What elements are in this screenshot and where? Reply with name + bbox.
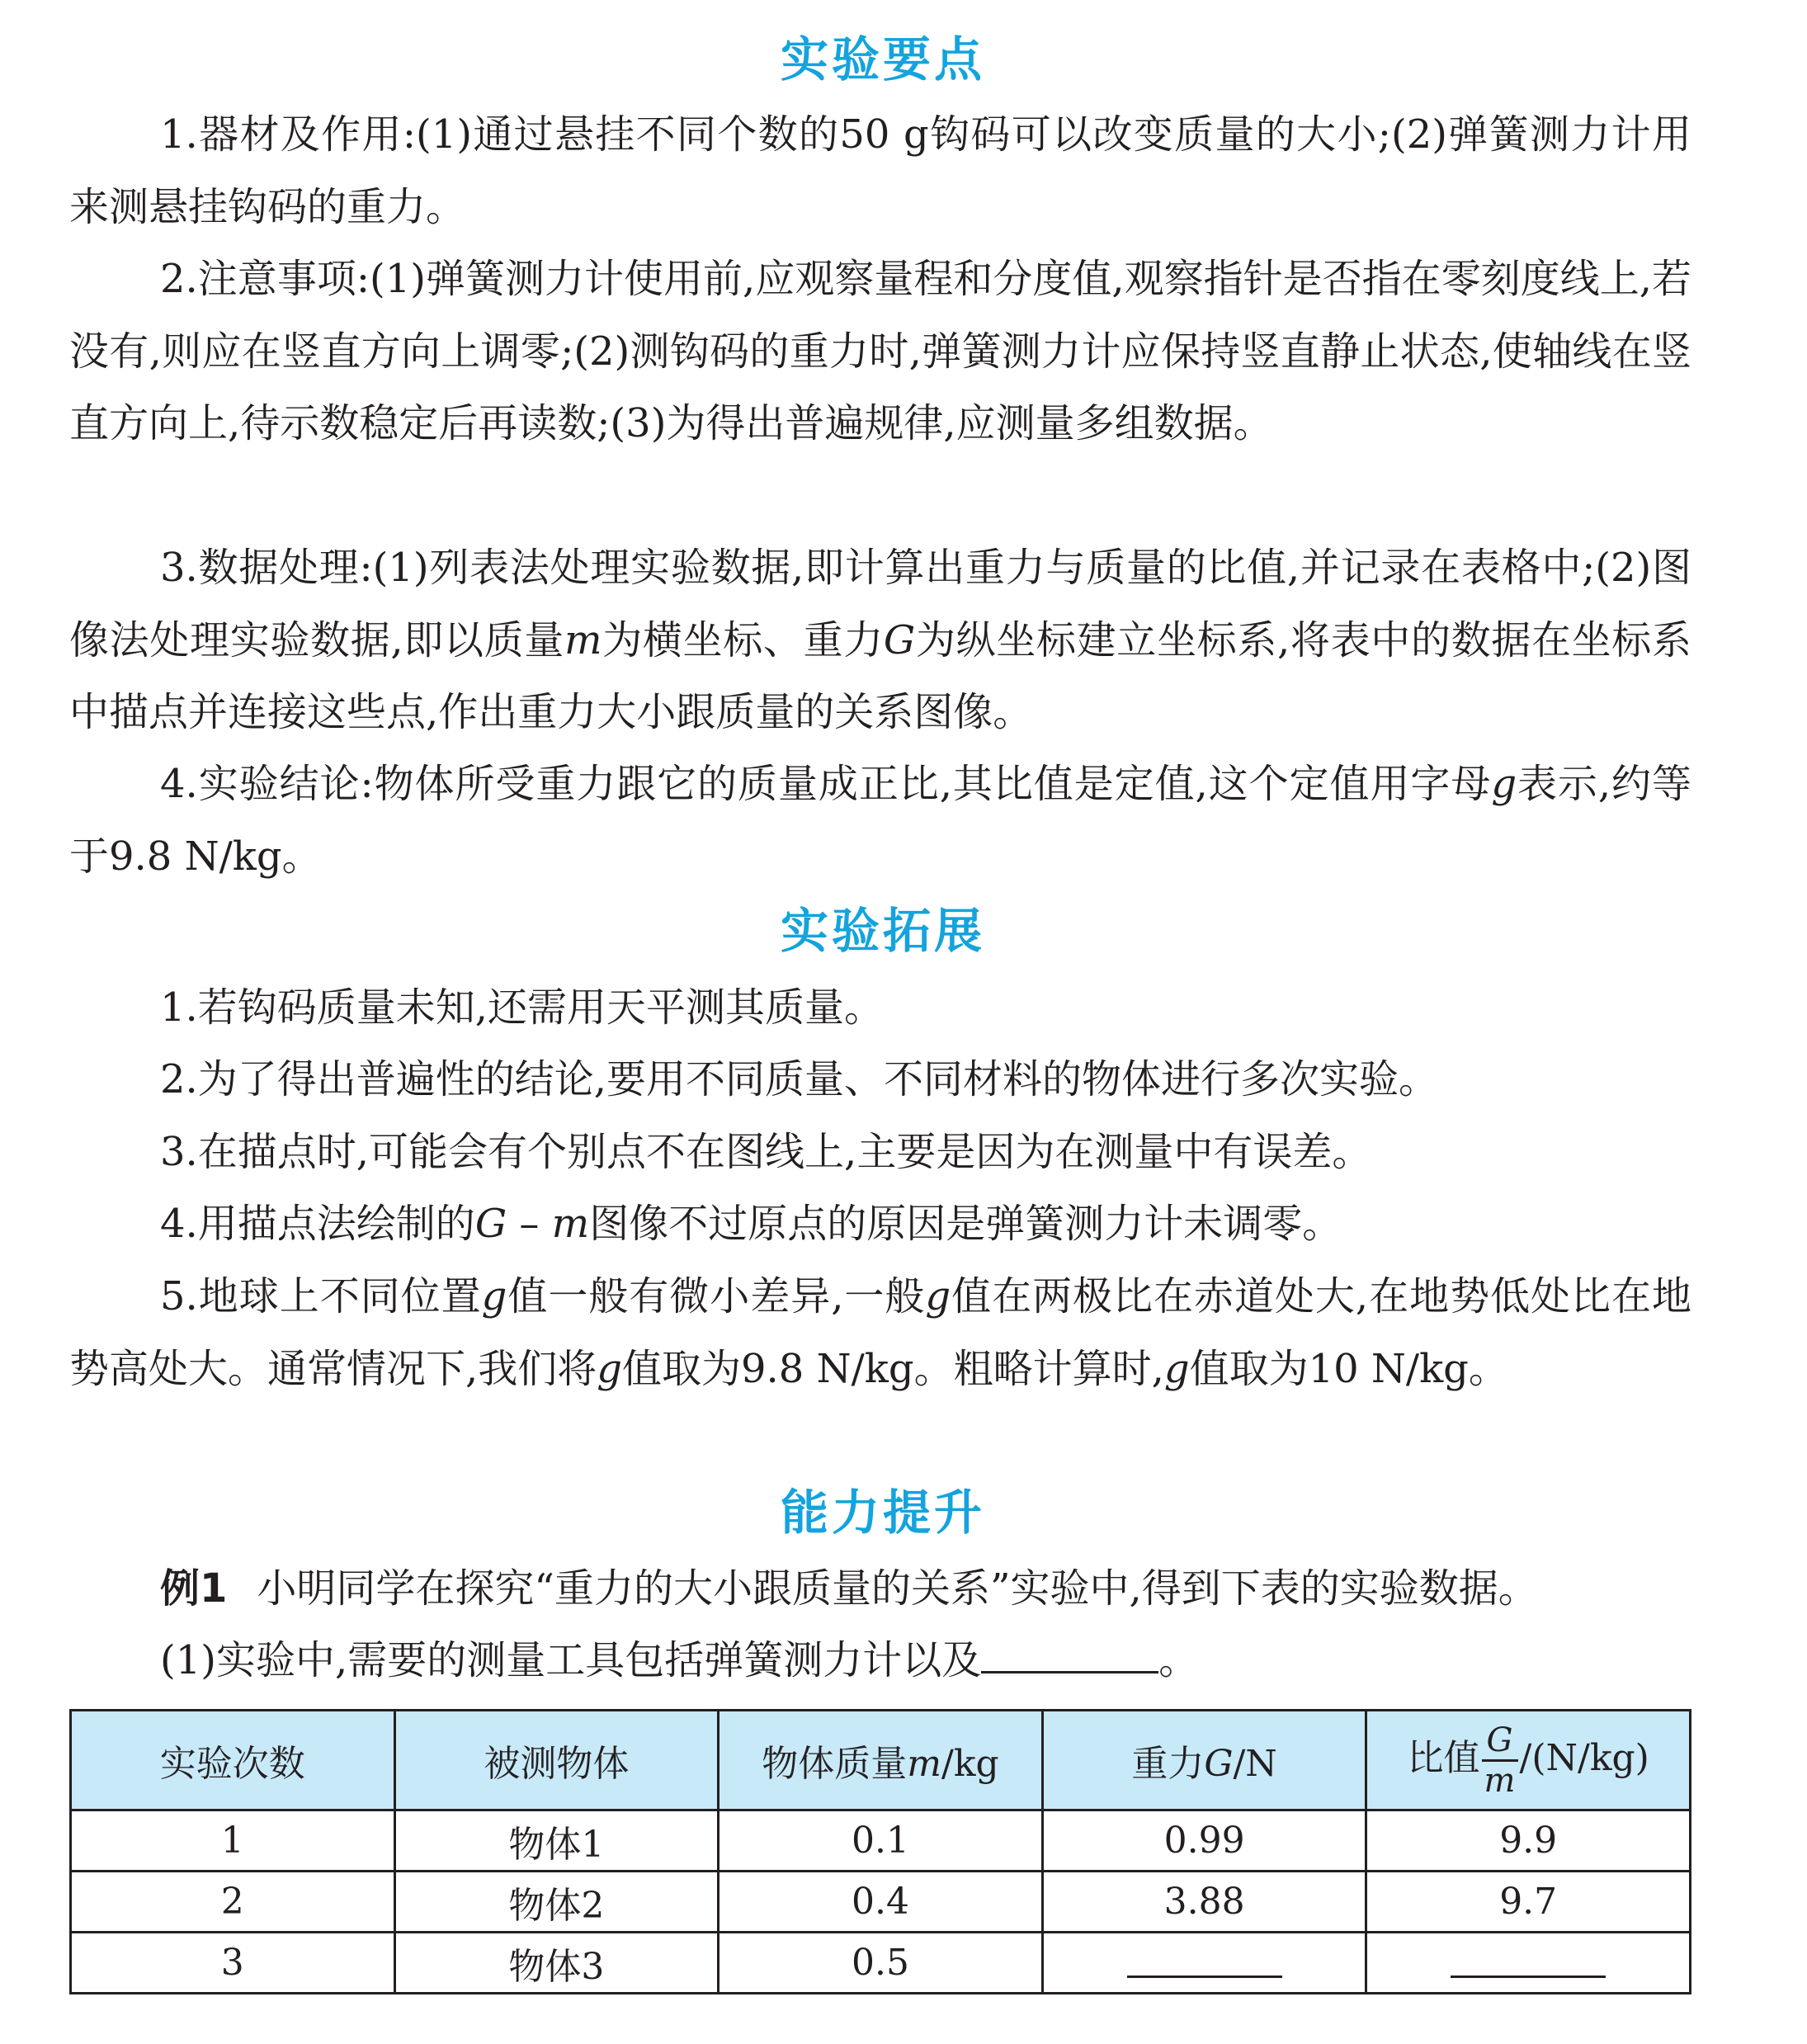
cell-ratio: 9.7 <box>1366 1872 1691 1933</box>
header-ratio: 比值 $\frac{G}{m}$ /(N/kg) <box>1366 1711 1691 1810</box>
cell-trial: 2 <box>71 1872 395 1933</box>
table-header-row <box>71 1711 1691 1810</box>
cell-object: 物体3 <box>394 1933 719 1994</box>
cell-object: 物体1 <box>394 1810 719 1872</box>
key-point-2: 2.注意事项:(1)弹簧测力计使用前,应观察量程和分度值,观察指针是否指在零刻度线上,若没有,则应在竖直方向上调零;(2)测钩码的重力时,弹簧测力计应保持竖直静止状态,使轴线在竖直方向上,待示数稳定后再读数;(3)为得出普遍规律,应测量多组数据。 <box>69 256 1691 446</box>
answer-blank-1[interactable] <box>981 1633 1158 1673</box>
extension-5: 5.地球上不同位置g值一般有微小差异,一般g值在两极比在赤道处大,在地势低处比在地势高处大。通常情况下,我们将g值取为9.8 N/kg。粗略计算时,g值取为10 N/kg。 <box>69 1273 1691 1392</box>
extension-1: 1.若钩码质量未知,还需用天平测其质量。 <box>160 984 885 1031</box>
cell-mass: 0.5 <box>719 1933 1043 1994</box>
section-title-extension: 实验拓展 <box>780 903 985 959</box>
cell-gravity-blank[interactable] <box>1042 1933 1366 1994</box>
cell-trial: 3 <box>71 1933 395 1994</box>
example-1: 例1 小明同学在探究“重力的大小跟质量的关系”实验中,得到下表的实验数据。 <box>160 1565 1538 1612</box>
extension-3: 3.在描点时,可能会有个别点不在图线上,主要是因为在测量中有误差。 <box>160 1129 1372 1175</box>
extension-2: 2.为了得出普遍性的结论,要用不同质量、不同材料的物体进行多次实验。 <box>160 1056 1439 1102</box>
key-point-1: 1.器材及作用:(1)通过悬挂不同个数的50 g钩码可以改变质量的大小;(2)弹簧测力计用来测悬挂钩码的重力。 <box>69 111 1691 230</box>
cell-gravity: 0.99 <box>1042 1810 1366 1872</box>
example-label: 例1 <box>160 1565 228 1612</box>
cell-mass: 0.4 <box>719 1872 1043 1933</box>
key-point-4: 4.实验结论:物体所受重力跟它的质量成正比,其比值是定值,这个定值用字母g表示,约等于9.8 N/kg。 <box>69 761 1691 880</box>
header-gravity: 重力G/N <box>1042 1711 1366 1810</box>
key-point-3: 3.数据处理:(1)列表法处理实验数据,即计算出重力与质量的比值,并记录在表格中;(2)图像法处理实验数据,即以质量m为横坐标、重力G为纵坐标建立坐标系,将表中的数据在坐标系中描点并连接这些点,作出重力大小跟质量的关系图像。 <box>69 545 1691 735</box>
section-title-key-points: 实验要点 <box>780 31 985 87</box>
table-row <box>71 1810 1691 1872</box>
ratio-fraction: $\frac{G}{m}$ <box>1482 1723 1518 1798</box>
answer-blank-gravity[interactable] <box>1127 1939 1282 1978</box>
data-table <box>69 1709 1691 1994</box>
question-1: (1)实验中,需要的测量工具包括弹簧测力计以及 。 <box>69 1625 1691 1697</box>
cell-ratio: 9.9 <box>1366 1810 1691 1872</box>
table-row <box>71 1933 1691 1994</box>
table-row <box>71 1872 1691 1933</box>
cell-gravity: 3.88 <box>1042 1872 1366 1933</box>
answer-blank-ratio[interactable] <box>1451 1939 1606 1978</box>
cell-trial: 1 <box>71 1810 395 1872</box>
cell-object: 物体2 <box>394 1872 719 1933</box>
cell-ratio-blank[interactable] <box>1366 1933 1691 1994</box>
section-title-ability: 能力提升 <box>780 1485 985 1541</box>
header-trial-count: 实验次数 <box>71 1711 395 1810</box>
cell-mass: 0.1 <box>719 1810 1043 1872</box>
header-object: 被测物体 <box>394 1711 719 1810</box>
header-mass: 物体质量m/kg <box>719 1711 1043 1810</box>
extension-4: 4.用描点法绘制的G – m图像不过原点的原因是弹簧测力计未调零。 <box>160 1201 1342 1247</box>
